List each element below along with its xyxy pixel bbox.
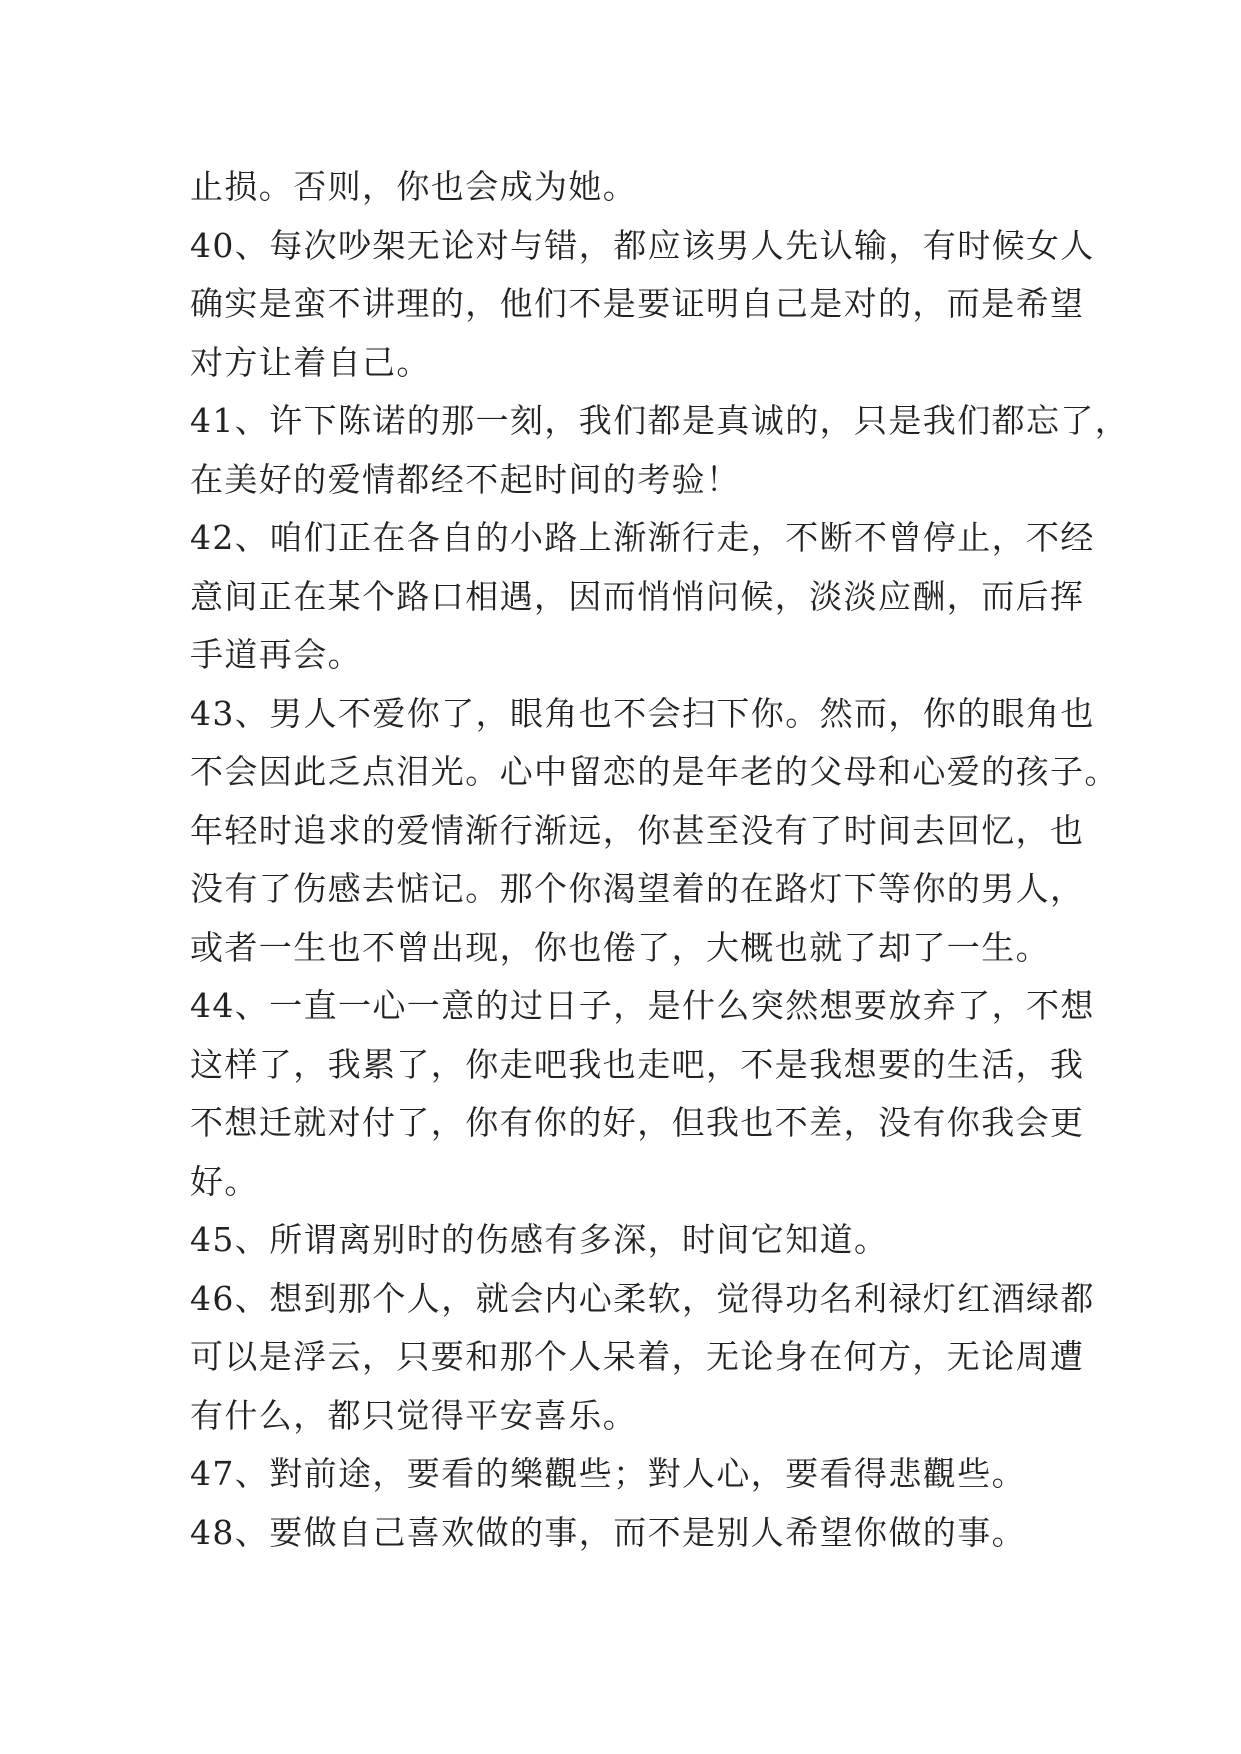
text-line: 46、想到那个人，就会内心柔软，觉得功名利禄灯红酒绿都 bbox=[190, 1278, 1095, 1318]
text-line: 45、所谓离别时的伤感有多深，时间它知道。 bbox=[190, 1220, 889, 1259]
text-line: 44、一直一心一意的过日子，是什么突然想要放弃了，不想 bbox=[190, 986, 1095, 1025]
text-line: 或者一生也不曾出现，你也倦了，大概也就了却了一生。 bbox=[190, 927, 1050, 967]
text-line: 没有了伤感去惦记。那个你渴望着的在路灯下等你的男人， bbox=[190, 869, 1085, 908]
document-body bbox=[190, 158, 1130, 1562]
text-line: 有什么，都只觉得平安喜乐。 bbox=[190, 1395, 638, 1435]
text-line: 可以是浮云，只要和那个人呆着，无论身在何方，无论周遭 bbox=[190, 1337, 1085, 1376]
text-line: 手道再会。 bbox=[190, 635, 362, 674]
text-line: 年轻时追求的爱情渐行渐远，你甚至没有了时间去回忆，也 bbox=[190, 810, 1085, 850]
text-line: 48、要做自己喜欢做的事，而不是别人希望你做的事。 bbox=[190, 1512, 1026, 1552]
text-line: 对方让着自己。 bbox=[190, 342, 431, 382]
text-line: 确实是蛮不讲理的，他们不是要证明自己是对的，而是希望 bbox=[190, 284, 1085, 323]
text-line: 止损。否则，你也会成为她。 bbox=[190, 167, 638, 206]
text-line: 不会因此乏点泪光。心中留恋的是年老的父母和心爱的孩子。 bbox=[190, 752, 1119, 791]
text-line: 好。 bbox=[190, 1161, 259, 1201]
text-line: 40、每次吵架无论对与错，都应该男人先认输，有时候女人 bbox=[190, 225, 1095, 265]
text-line: 42、咱们正在各自的小路上渐渐行走，不断不曾停止，不经 bbox=[190, 518, 1095, 557]
text-line: 意间正在某个路口相遇，因而悄悄问候，淡淡应酬，而后挥 bbox=[190, 576, 1085, 616]
text-line: 这样了，我累了，你走吧我也走吧，不是我想要的生活，我 bbox=[190, 1044, 1085, 1084]
text-line: 在美好的爱情都经不起时间的考验！ bbox=[190, 459, 741, 499]
text-line: 41、许下陈诺的那一刻，我们都是真诚的，只是我们都忘了， bbox=[190, 401, 1130, 440]
text-line: 不想迁就对付了，你有你的好，但我也不差，没有你我会更 bbox=[190, 1103, 1085, 1142]
text-line: 43、男人不爱你了，眼角也不会扫下你。然而，你的眼角也 bbox=[190, 693, 1095, 733]
text-line: 47、對前途，要看的樂觀些；對人心，要看得悲觀些。 bbox=[190, 1454, 1026, 1493]
